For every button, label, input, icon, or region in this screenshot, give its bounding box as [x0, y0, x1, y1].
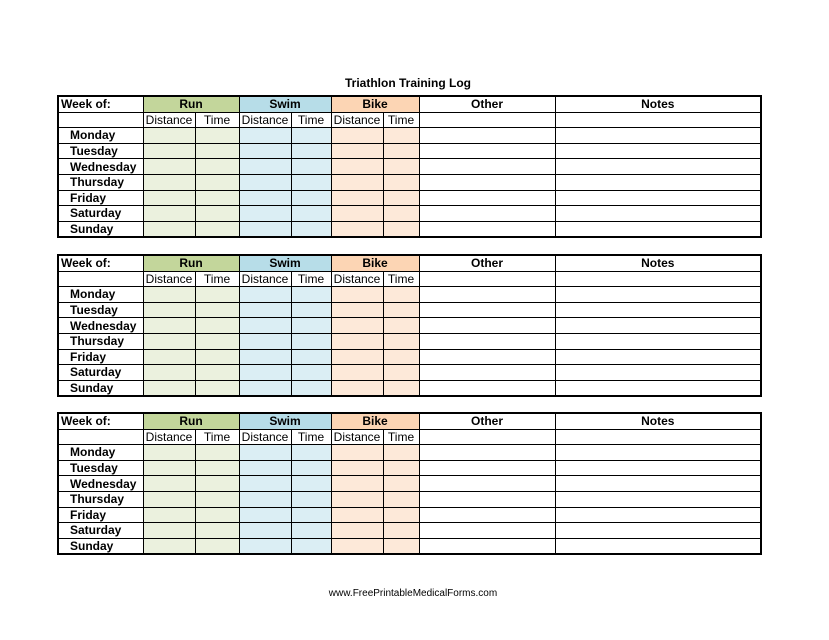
notes-cell[interactable]: [555, 287, 761, 303]
bike-time-cell[interactable]: [383, 143, 419, 159]
swim-distance-cell[interactable]: [239, 349, 291, 365]
bike-distance-cell[interactable]: [331, 190, 383, 206]
day-label: Thursday: [58, 491, 143, 507]
day-row: [58, 302, 761, 318]
run-distance-cell[interactable]: [143, 143, 195, 159]
bike-distance-cell[interactable]: [331, 174, 383, 190]
swim-distance-cell[interactable]: [239, 159, 291, 175]
subheader-row: [58, 429, 761, 445]
bike-distance-cell[interactable]: [331, 538, 383, 554]
week-of-label: Week of:: [58, 413, 143, 429]
notes-cell[interactable]: [555, 143, 761, 159]
bike-distance-cell[interactable]: [331, 318, 383, 334]
bike-time-label: Time: [383, 112, 419, 128]
bike-time-cell[interactable]: [383, 128, 419, 144]
swim-time-cell[interactable]: [291, 380, 331, 396]
notes-cell[interactable]: [555, 333, 761, 349]
swim-time-cell[interactable]: [291, 445, 331, 461]
subheader-row: [58, 112, 761, 128]
day-label: Monday: [58, 128, 143, 144]
notes-cell[interactable]: [555, 159, 761, 175]
bike-distance-cell[interactable]: [331, 523, 383, 539]
run-distance-cell[interactable]: [143, 159, 195, 175]
day-row: [58, 206, 761, 222]
swim-time-cell[interactable]: [291, 206, 331, 222]
swim-time-cell[interactable]: [291, 333, 331, 349]
bike-time-cell[interactable]: [383, 476, 419, 492]
swim-distance-cell[interactable]: [239, 128, 291, 144]
swim-distance-cell[interactable]: [239, 523, 291, 539]
other-cell[interactable]: [419, 206, 555, 222]
run-distance-cell[interactable]: [143, 318, 195, 334]
swim-distance-label: Distance: [239, 429, 291, 445]
run-time-cell[interactable]: [195, 206, 239, 222]
other-header: Other: [419, 413, 555, 429]
swim-header: Swim: [239, 255, 331, 271]
swim-time-cell[interactable]: [291, 302, 331, 318]
other-cell[interactable]: [419, 476, 555, 492]
run-distance-label: Distance: [143, 112, 195, 128]
bike-time-cell[interactable]: [383, 302, 419, 318]
bike-distance-cell[interactable]: [331, 221, 383, 237]
swim-distance-cell[interactable]: [239, 380, 291, 396]
run-distance-cell[interactable]: [143, 302, 195, 318]
run-distance-cell[interactable]: [143, 538, 195, 554]
swim-time-label: Time: [291, 429, 331, 445]
bike-time-cell[interactable]: [383, 174, 419, 190]
notes-cell[interactable]: [555, 221, 761, 237]
run-distance-cell[interactable]: [143, 476, 195, 492]
run-time-cell[interactable]: [195, 491, 239, 507]
bike-distance-cell[interactable]: [331, 365, 383, 381]
day-label: Friday: [58, 190, 143, 206]
swim-time-cell[interactable]: [291, 349, 331, 365]
weekly-log-table-2: [57, 254, 762, 397]
run-distance-cell[interactable]: [143, 460, 195, 476]
notes-cell[interactable]: [555, 538, 761, 554]
day-row: [58, 507, 761, 523]
day-row: [58, 460, 761, 476]
day-label: Wednesday: [58, 159, 143, 175]
swim-distance-cell[interactable]: [239, 174, 291, 190]
run-distance-label: Distance: [143, 271, 195, 287]
notes-cell[interactable]: [555, 476, 761, 492]
swim-distance-cell[interactable]: [239, 507, 291, 523]
run-time-label: Time: [195, 429, 239, 445]
run-time-cell[interactable]: [195, 349, 239, 365]
notes-cell[interactable]: [555, 460, 761, 476]
other-subheader: [419, 429, 555, 445]
swim-distance-cell[interactable]: [239, 365, 291, 381]
swim-distance-cell[interactable]: [239, 287, 291, 303]
run-header: Run: [143, 96, 239, 112]
bike-time-cell[interactable]: [383, 445, 419, 461]
swim-distance-cell[interactable]: [239, 206, 291, 222]
swim-time-cell[interactable]: [291, 190, 331, 206]
notes-cell[interactable]: [555, 507, 761, 523]
swim-time-cell[interactable]: [291, 174, 331, 190]
swim-distance-label: Distance: [239, 271, 291, 287]
bike-distance-cell[interactable]: [331, 128, 383, 144]
bike-time-label: Time: [383, 271, 419, 287]
swim-distance-label: Distance: [239, 112, 291, 128]
day-label: Wednesday: [58, 476, 143, 492]
notes-cell[interactable]: [555, 318, 761, 334]
swim-header: Swim: [239, 413, 331, 429]
run-header: Run: [143, 255, 239, 271]
swim-header: Swim: [239, 96, 331, 112]
bike-distance-cell[interactable]: [331, 380, 383, 396]
run-time-cell[interactable]: [195, 507, 239, 523]
weekly-log-table-3: [57, 412, 762, 555]
day-label: Friday: [58, 349, 143, 365]
week-of-input[interactable]: [58, 271, 143, 287]
swim-time-cell[interactable]: [291, 221, 331, 237]
bike-time-cell[interactable]: [383, 318, 419, 334]
swim-time-label: Time: [291, 271, 331, 287]
run-time-cell[interactable]: [195, 538, 239, 554]
notes-cell[interactable]: [555, 445, 761, 461]
other-cell[interactable]: [419, 491, 555, 507]
run-time-cell[interactable]: [195, 143, 239, 159]
swim-time-cell[interactable]: [291, 507, 331, 523]
bike-time-cell[interactable]: [383, 491, 419, 507]
week-of-input[interactable]: [58, 112, 143, 128]
other-cell[interactable]: [419, 128, 555, 144]
run-time-cell[interactable]: [195, 365, 239, 381]
notes-header: Notes: [555, 413, 761, 429]
swim-distance-cell[interactable]: [239, 538, 291, 554]
run-time-cell[interactable]: [195, 523, 239, 539]
run-time-cell[interactable]: [195, 302, 239, 318]
run-header: Run: [143, 413, 239, 429]
other-cell[interactable]: [419, 507, 555, 523]
notes-cell[interactable]: [555, 380, 761, 396]
other-cell[interactable]: [419, 538, 555, 554]
bike-distance-cell[interactable]: [331, 476, 383, 492]
day-row: [58, 523, 761, 539]
day-label: Monday: [58, 287, 143, 303]
run-time-label: Time: [195, 271, 239, 287]
swim-time-cell[interactable]: [291, 523, 331, 539]
bike-time-cell[interactable]: [383, 523, 419, 539]
swim-time-cell[interactable]: [291, 476, 331, 492]
bike-time-cell[interactable]: [383, 221, 419, 237]
run-distance-cell[interactable]: [143, 287, 195, 303]
other-cell[interactable]: [419, 333, 555, 349]
day-row: [58, 221, 761, 237]
notes-header: Notes: [555, 96, 761, 112]
bike-distance-cell[interactable]: [331, 460, 383, 476]
other-cell[interactable]: [419, 143, 555, 159]
other-cell[interactable]: [419, 365, 555, 381]
other-cell[interactable]: [419, 349, 555, 365]
bike-distance-cell[interactable]: [331, 206, 383, 222]
day-row: [58, 143, 761, 159]
bike-distance-cell[interactable]: [331, 491, 383, 507]
bike-time-cell[interactable]: [383, 206, 419, 222]
bike-distance-cell[interactable]: [331, 159, 383, 175]
bike-time-cell[interactable]: [383, 190, 419, 206]
swim-time-cell[interactable]: [291, 318, 331, 334]
run-time-cell[interactable]: [195, 128, 239, 144]
notes-cell[interactable]: [555, 491, 761, 507]
other-cell[interactable]: [419, 523, 555, 539]
week-of-label: Week of:: [58, 96, 143, 112]
run-time-cell[interactable]: [195, 380, 239, 396]
swim-distance-cell[interactable]: [239, 491, 291, 507]
day-row: [58, 538, 761, 554]
bike-distance-cell[interactable]: [331, 507, 383, 523]
bike-header: Bike: [331, 96, 419, 112]
notes-subheader: [555, 112, 761, 128]
week-of-label: Week of:: [58, 255, 143, 271]
bike-time-cell[interactable]: [383, 287, 419, 303]
run-distance-cell[interactable]: [143, 190, 195, 206]
swim-distance-cell[interactable]: [239, 445, 291, 461]
day-label: Sunday: [58, 380, 143, 396]
swim-distance-cell[interactable]: [239, 318, 291, 334]
day-label: Friday: [58, 507, 143, 523]
other-cell[interactable]: [419, 190, 555, 206]
run-time-cell[interactable]: [195, 476, 239, 492]
bike-time-cell[interactable]: [383, 538, 419, 554]
day-row: [58, 333, 761, 349]
swim-distance-cell[interactable]: [239, 143, 291, 159]
swim-distance-cell[interactable]: [239, 302, 291, 318]
swim-time-cell[interactable]: [291, 538, 331, 554]
bike-time-cell[interactable]: [383, 159, 419, 175]
subheader-row: [58, 271, 761, 287]
swim-time-cell[interactable]: [291, 491, 331, 507]
other-cell[interactable]: [419, 380, 555, 396]
footer-url: www.FreePrintableMedicalForms.com: [328, 588, 498, 599]
run-time-label: Time: [195, 112, 239, 128]
bike-header: Bike: [331, 255, 419, 271]
day-row: [58, 128, 761, 144]
bike-distance-cell[interactable]: [331, 143, 383, 159]
notes-cell[interactable]: [555, 206, 761, 222]
week-of-input[interactable]: [58, 429, 143, 445]
run-distance-cell[interactable]: [143, 128, 195, 144]
bike-time-cell[interactable]: [383, 333, 419, 349]
bike-distance-label: Distance: [331, 429, 383, 445]
day-label: Sunday: [58, 538, 143, 554]
swim-time-cell[interactable]: [291, 287, 331, 303]
run-time-cell[interactable]: [195, 190, 239, 206]
bike-time-cell[interactable]: [383, 460, 419, 476]
day-row: [58, 159, 761, 175]
day-label: Saturday: [58, 523, 143, 539]
bike-time-cell[interactable]: [383, 349, 419, 365]
bike-time-label: Time: [383, 429, 419, 445]
run-time-cell[interactable]: [195, 174, 239, 190]
other-cell[interactable]: [419, 318, 555, 334]
notes-cell[interactable]: [555, 365, 761, 381]
day-row: [58, 491, 761, 507]
page-title: Triathlon Training Log: [345, 76, 471, 90]
day-label: Thursday: [58, 174, 143, 190]
header-row: [58, 96, 761, 112]
run-time-cell[interactable]: [195, 333, 239, 349]
run-distance-cell[interactable]: [143, 491, 195, 507]
day-row: [58, 445, 761, 461]
run-time-cell[interactable]: [195, 287, 239, 303]
run-distance-label: Distance: [143, 429, 195, 445]
run-distance-cell[interactable]: [143, 507, 195, 523]
run-time-cell[interactable]: [195, 159, 239, 175]
run-distance-cell[interactable]: [143, 445, 195, 461]
day-label: Monday: [58, 445, 143, 461]
notes-cell[interactable]: [555, 523, 761, 539]
notes-cell[interactable]: [555, 128, 761, 144]
bike-distance-cell[interactable]: [331, 445, 383, 461]
bike-distance-cell[interactable]: [331, 302, 383, 318]
day-row: [58, 349, 761, 365]
other-cell[interactable]: [419, 445, 555, 461]
notes-cell[interactable]: [555, 349, 761, 365]
day-label: Sunday: [58, 221, 143, 237]
notes-subheader: [555, 271, 761, 287]
run-distance-cell[interactable]: [143, 333, 195, 349]
bike-time-cell[interactable]: [383, 365, 419, 381]
bike-distance-label: Distance: [331, 112, 383, 128]
header-row: [58, 255, 761, 271]
swim-time-label: Time: [291, 112, 331, 128]
weekly-log-table-1: [57, 95, 762, 238]
swim-time-cell[interactable]: [291, 460, 331, 476]
other-cell[interactable]: [419, 174, 555, 190]
swim-distance-cell[interactable]: [239, 476, 291, 492]
header-row: [58, 413, 761, 429]
notes-cell[interactable]: [555, 174, 761, 190]
run-distance-cell[interactable]: [143, 206, 195, 222]
swim-distance-cell[interactable]: [239, 190, 291, 206]
day-label: Tuesday: [58, 460, 143, 476]
run-distance-cell[interactable]: [143, 174, 195, 190]
swim-time-cell[interactable]: [291, 128, 331, 144]
day-label: Saturday: [58, 206, 143, 222]
swim-time-cell[interactable]: [291, 159, 331, 175]
swim-distance-cell[interactable]: [239, 221, 291, 237]
other-subheader: [419, 112, 555, 128]
day-row: [58, 174, 761, 190]
day-label: Tuesday: [58, 143, 143, 159]
bike-time-cell[interactable]: [383, 507, 419, 523]
bike-time-cell[interactable]: [383, 380, 419, 396]
day-row: [58, 318, 761, 334]
other-cell[interactable]: [419, 302, 555, 318]
run-distance-cell[interactable]: [143, 523, 195, 539]
run-time-cell[interactable]: [195, 221, 239, 237]
notes-cell[interactable]: [555, 302, 761, 318]
day-label: Wednesday: [58, 318, 143, 334]
day-row: [58, 380, 761, 396]
other-subheader: [419, 271, 555, 287]
day-row: [58, 365, 761, 381]
day-label: Thursday: [58, 333, 143, 349]
swim-distance-cell[interactable]: [239, 460, 291, 476]
bike-distance-cell[interactable]: [331, 349, 383, 365]
bike-header: Bike: [331, 413, 419, 429]
run-distance-cell[interactable]: [143, 349, 195, 365]
swim-time-cell[interactable]: [291, 143, 331, 159]
run-time-cell[interactable]: [195, 460, 239, 476]
run-distance-cell[interactable]: [143, 365, 195, 381]
run-distance-cell[interactable]: [143, 221, 195, 237]
swim-time-cell[interactable]: [291, 365, 331, 381]
bike-distance-cell[interactable]: [331, 333, 383, 349]
bike-distance-label: Distance: [331, 271, 383, 287]
swim-distance-cell[interactable]: [239, 333, 291, 349]
bike-distance-cell[interactable]: [331, 287, 383, 303]
notes-cell[interactable]: [555, 190, 761, 206]
run-time-cell[interactable]: [195, 318, 239, 334]
other-header: Other: [419, 255, 555, 271]
run-time-cell[interactable]: [195, 445, 239, 461]
other-cell[interactable]: [419, 287, 555, 303]
day-label: Saturday: [58, 365, 143, 381]
notes-header: Notes: [555, 255, 761, 271]
day-row: [58, 190, 761, 206]
day-row: [58, 287, 761, 303]
other-header: Other: [419, 96, 555, 112]
day-label: Tuesday: [58, 302, 143, 318]
notes-subheader: [555, 429, 761, 445]
other-cell[interactable]: [419, 159, 555, 175]
other-cell[interactable]: [419, 460, 555, 476]
day-row: [58, 476, 761, 492]
other-cell[interactable]: [419, 221, 555, 237]
run-distance-cell[interactable]: [143, 380, 195, 396]
